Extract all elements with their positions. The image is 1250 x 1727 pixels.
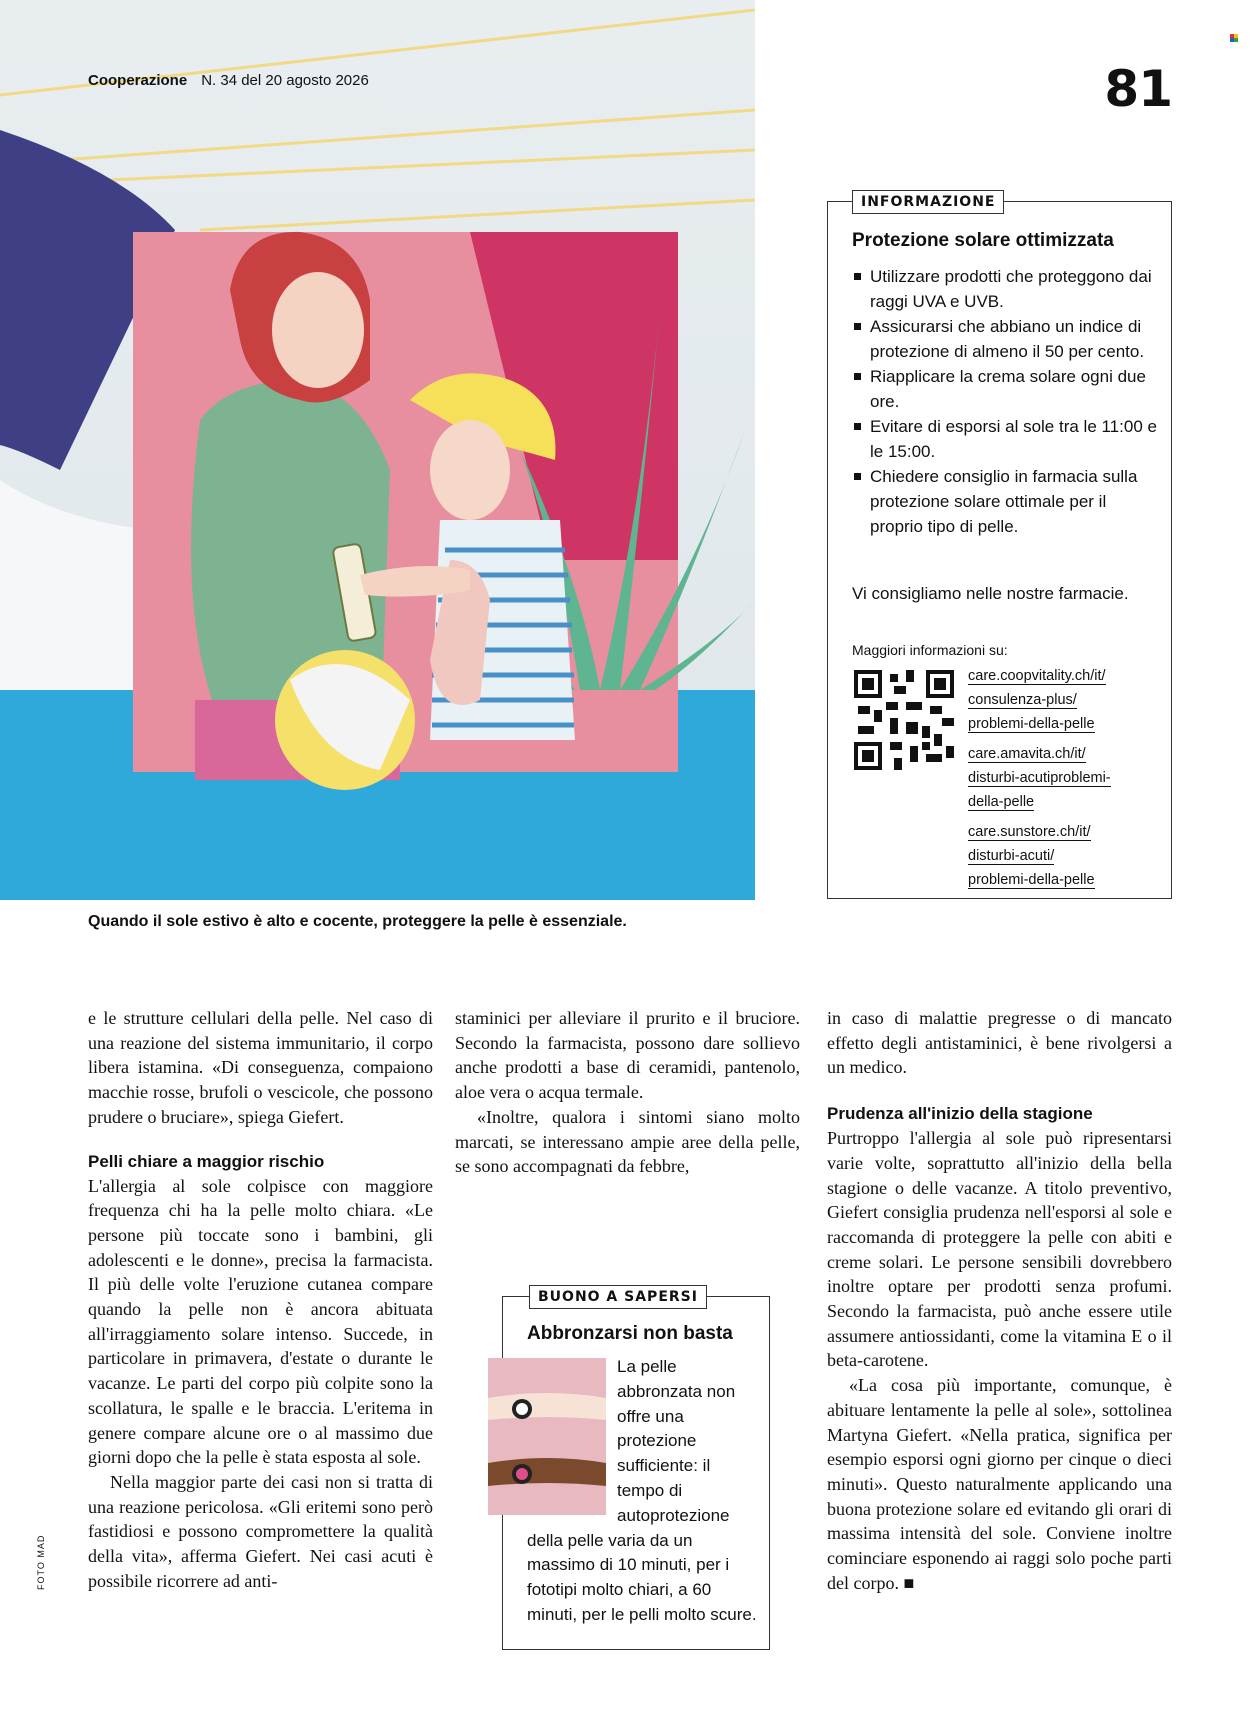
link-line[interactable]: care.coopvitality.ch/it/: [968, 668, 1106, 684]
paragraph: in caso di malattie pregresse o di mancato effetto degli antistaminici, è bene rivolgersi a un medico.: [827, 1008, 1172, 1078]
article-column-2: [455, 1006, 800, 1179]
info-item: Riapplicare la crema solare ogni due ore.: [852, 364, 1162, 414]
paragraph: L'allergia al sole colpisce con maggiore frequenza chi ha la pelle molto chiara. «Le persone più toccate sono i bambini, gli adolescenti e le donne», precisa la farmacista. Il più delle volte l'eruzione cutanea compare quando la pelle non è ancora abituata all'irraggiamento solare intenso. Succede, in particolare in primavera, d'estate o durante le vacanze. Le parti del corpo più colpite sono la scollatura, le spalle e le braccia. L'eritema in genere compare alcune ore o al massimo due giorni dopo che la pelle è stata esposta al sole.: [88, 1175, 433, 1468]
link-line[interactable]: care.amavita.ch/it/: [968, 746, 1086, 762]
tip-text: La pelle abbronzata non offre una protezione sufficiente: il tempo di autoprotezione della pelle varia da un massimo di 10 minuti, per i fototipi molto chiari, a 60 minuti, per le pelli molto scure.: [527, 1357, 757, 1624]
info-tag: INFORMAZIONE: [852, 190, 1004, 214]
article-column-3: [827, 1006, 1172, 1595]
subheading: Pelli chiare a maggior rischio: [88, 1151, 325, 1171]
subheading: Prudenza all'inizio della stagione: [827, 1104, 1093, 1124]
link-group[interactable]: [968, 742, 1168, 814]
article-column-1: [88, 1006, 433, 1593]
paragraph: Purtroppo l'allergia al sole può ripresentarsi varie volte, soprattutto all'inizio della bella stagione o delle vacanze. A titolo preventivo, Giefert consiglia prudenza nell'esporsi al sole e raccomanda di proteggere la pelle con abiti e creme solari. Le persone sensibili dovrebbero inoltre optare per prodotti senza profumi. Secondo la farmacista, può anche essere utile assumere antiossidanti, come la vitamina E o il beta-carotene.: [827, 1128, 1172, 1371]
brand-name: Cooperazione: [88, 72, 188, 89]
link-line[interactable]: problemi-della-pelle: [968, 872, 1095, 888]
wristwatch-illustration: [488, 1358, 606, 1515]
info-item: Evitare di esporsi al sole tra le 11:00 e le 15:00.: [852, 414, 1162, 464]
running-header: [88, 72, 369, 89]
sunscreen-illustration: [0, 0, 755, 900]
info-links: [968, 664, 1168, 898]
link-line[interactable]: della-pelle: [968, 794, 1035, 810]
link-line[interactable]: disturbi-acutiproblemi-: [968, 770, 1111, 786]
link-line[interactable]: consulenza-plus/: [968, 692, 1077, 708]
info-more: Maggiori informazioni su:: [852, 642, 1008, 658]
tip-title: Abbronzarsi non basta: [527, 1323, 733, 1344]
paragraph: staminici per alleviare il prurito e il bruciore. Secondo la farmacista, possono dare sollievo anche prodotti a base di ceramidi, pantenolo, aloe vera o acqua termale.: [455, 1008, 800, 1103]
qr-code-icon[interactable]: [854, 670, 954, 770]
paragraph: «Inoltre, qualora i sintomi siano molto marcati, se interessano ampie aree della pelle, se sono accompagnati da febbre,: [455, 1106, 800, 1177]
info-box: [827, 194, 1172, 899]
info-item: Chiedere consiglio in farmacia sulla protezione solare ottimale per il proprio tipo di pelle.: [852, 464, 1162, 539]
image-caption: Quando il sole estivo è alto e cocente, proteggere la pelle è essenziale.: [88, 913, 627, 930]
link-group[interactable]: [968, 664, 1168, 736]
link-group[interactable]: [968, 820, 1168, 892]
tip-tag: BUONO A SAPERSI: [529, 1285, 707, 1309]
page-number: 81: [1104, 60, 1172, 118]
info-list: [852, 264, 1162, 539]
photo-credit: FOTO MAD: [36, 1534, 46, 1590]
info-item: Utilizzare prodotti che proteggono dai raggi UVA e UVB.: [852, 264, 1162, 314]
link-line[interactable]: problemi-della-pelle: [968, 716, 1095, 732]
link-line[interactable]: care.sunstore.ch/it/: [968, 824, 1091, 840]
color-dots-icon: [1230, 34, 1238, 42]
paragraph: e le strutture cellulari della pelle. Nel caso di una reazione del sistema immunitario, il corpo libera istamina. «Di conseguenza, compaiono macchie rosse, brufoli o vescicole, che possono prudere o bruciare», spiega Giefert.: [88, 1008, 433, 1127]
paragraph: «La cosa più importante, comunque, è abituare lentamente la pelle al sole», sottolinea Martyna Giefert. «Nella pratica, significa per esempio esporsi ogni giorno per cinque o dieci minuti». Questo naturalmente applicando una buona protezione solare ed evitando gli orari di massima intensità del sole. Conviene inoltre cominciare esponendo ai raggi solo poche parti del corpo. ■: [827, 1375, 1172, 1593]
paragraph: Nella maggior parte dei casi non si tratta di una reazione pericolosa. «Gli eritemi sono però fastidiosi e possono compromettere la qualità della vita», afferma Giefert. Nei casi acuti è possibile ricorrere ad anti-: [88, 1471, 433, 1591]
info-title: Protezione solare ottimizzata: [852, 230, 1114, 251]
issue-date: N. 34 del 20 agosto 2026: [201, 72, 369, 89]
info-advice: Vi consigliamo nelle nostre farmacie.: [852, 584, 1129, 603]
info-item: Assicurarsi che abbiano un indice di protezione di almeno il 50 per cento.: [852, 314, 1162, 364]
link-line[interactable]: disturbi-acuti/: [968, 848, 1055, 864]
